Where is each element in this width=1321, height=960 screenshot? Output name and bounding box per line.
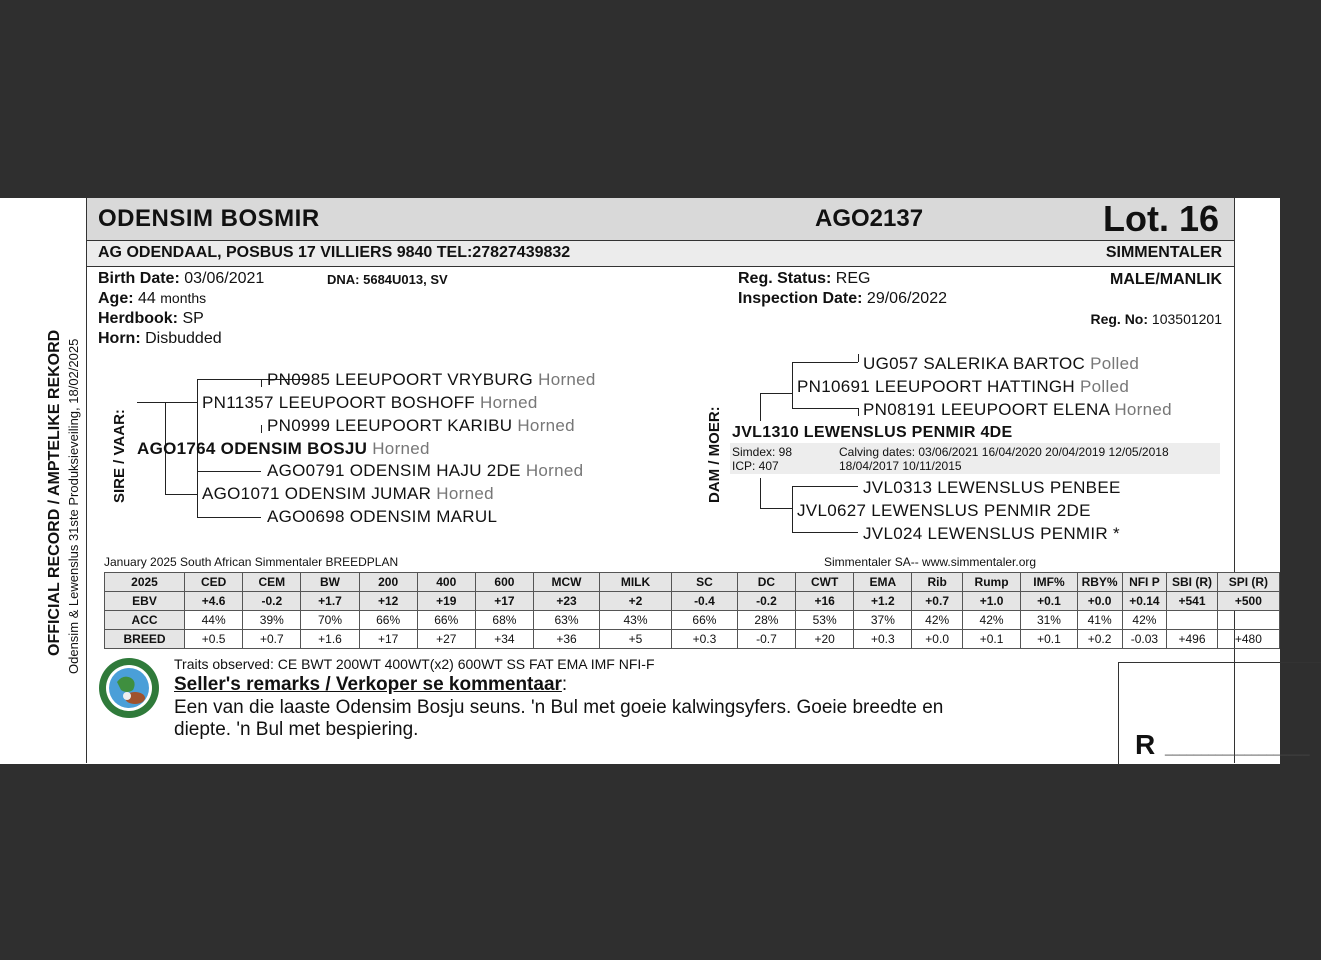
ebv-header-cell: BW xyxy=(301,573,359,592)
ebv-header-cell: CED xyxy=(185,573,243,592)
sire-sire-sire xyxy=(267,370,596,390)
remarks-line-2: diepte. 'n Bul met bespiering. xyxy=(174,719,419,740)
dna-value: DNA: 5684U013, SV xyxy=(327,272,448,287)
dam-sire-sire-name: UG057 SALERIKA BARTOC xyxy=(863,354,1086,373)
ebv-row-label: ACC xyxy=(105,611,185,630)
ebv-cell: +23 xyxy=(533,592,599,611)
ebv-cell: +12 xyxy=(359,592,417,611)
ebv-row xyxy=(105,592,1280,611)
ebv-cell: +1.0 xyxy=(962,592,1020,611)
ebv-cell: 53% xyxy=(796,611,854,630)
ebv-header-cell: IMF% xyxy=(1021,573,1077,592)
sire-sire xyxy=(202,393,538,413)
dam-dam-dam-name: JVL024 LEWENSLUS PENMIR * xyxy=(863,524,1120,543)
ebv-cell: 70% xyxy=(301,611,359,630)
sire-dam-sire-horn: Horned xyxy=(525,461,584,480)
ebv-cell: +34 xyxy=(475,630,533,649)
sire-label: SIRE / VAAR: xyxy=(111,409,128,503)
sire-sire-sire-horn: Horned xyxy=(538,370,596,389)
remarks-heading xyxy=(174,674,567,696)
ebv-cell: 42% xyxy=(912,611,962,630)
ebv-cell: +17 xyxy=(475,592,533,611)
title-bar xyxy=(87,198,1234,241)
dam-dam xyxy=(797,501,1091,521)
ebv-cell: +496 xyxy=(1167,630,1217,649)
remarks-line-1: Een van die laaste Odensim Bosju seuns. 'n Bul met goeie kalwingsyfers. Goeie breedte en xyxy=(174,697,944,718)
reg-status-value: REG xyxy=(835,270,871,287)
age-value: 44 xyxy=(138,290,156,307)
ebv-cell: +27 xyxy=(417,630,475,649)
inspection-row xyxy=(738,290,947,308)
dam-sire-name: PN10691 LEEUPOORT HATTINGH xyxy=(797,377,1075,396)
inspection-value: 29/06/2022 xyxy=(866,290,947,307)
ebv-cell: +0.0 xyxy=(1077,592,1122,611)
ebv-cell: +20 xyxy=(796,630,854,649)
ebv-cell: +1.2 xyxy=(854,592,912,611)
sire-sire-dam-name: PN0999 LEEUPOORT KARIBU xyxy=(267,416,513,435)
ebv-header-cell: SPI (R) xyxy=(1217,573,1279,592)
reg-no-row xyxy=(1090,311,1222,327)
dam-sire-sire-horn: Polled xyxy=(1090,354,1140,373)
sire-sire-dam-horn: Horned xyxy=(517,416,575,435)
dam-simdex: Simdex: 98 xyxy=(732,445,793,459)
traits-observed: Traits observed: CE BWT 200WT 400WT(x2) 600WT SS FAT EMA IMF NFI-F xyxy=(174,656,655,672)
age-label: Age: xyxy=(98,290,134,307)
animal-id: AGO2137 xyxy=(815,205,924,232)
ebv-cell: +0.1 xyxy=(1021,592,1077,611)
dam-dam-dam xyxy=(863,524,1120,544)
ebv-cell: +541 xyxy=(1167,592,1217,611)
sire-main xyxy=(137,439,430,459)
ebv-row-label: BREED xyxy=(105,630,185,649)
ebv-cell: -0.7 xyxy=(737,630,795,649)
herdbook-row xyxy=(98,310,204,328)
ebv-cell: -0.2 xyxy=(737,592,795,611)
animal-name: ODENSIM BOSMIR xyxy=(98,205,320,232)
dam-dam-sire-name: JVL0313 LEWENSLUS PENBEE xyxy=(863,478,1121,497)
sire-sire-dam xyxy=(267,416,575,436)
bid-box[interactable] xyxy=(1118,662,1321,765)
herdbook-value: SP xyxy=(182,310,204,327)
ebv-cell: 37% xyxy=(854,611,912,630)
birth-date-label: Birth Date: xyxy=(98,270,180,287)
ebv-cell: 44% xyxy=(185,611,243,630)
dam-sire-horn: Polled xyxy=(1080,377,1130,396)
ebv-header-cell: RBY% xyxy=(1077,573,1122,592)
ebv-cell: 28% xyxy=(737,611,795,630)
breeder-bar xyxy=(87,241,1234,267)
ebv-cell: 42% xyxy=(1122,611,1167,630)
ebv-cell: +5 xyxy=(600,630,672,649)
acc-row xyxy=(105,611,1280,630)
ebv-cell: 68% xyxy=(475,611,533,630)
ebv-header-cell: 600 xyxy=(475,573,533,592)
sire-dam-dam-name: AGO0698 ODENSIM MARUL xyxy=(267,507,498,526)
dam-sire-dam xyxy=(863,400,1172,420)
ebv-header-cell: Rib xyxy=(912,573,962,592)
dam-sire-dam-name: PN08191 LEEUPOORT ELENA xyxy=(863,400,1110,419)
birth-date-value: 03/06/2021 xyxy=(184,270,265,287)
ebv-cell: +1.6 xyxy=(301,630,359,649)
ebv-cell: -0.03 xyxy=(1122,630,1167,649)
ebv-cell: 63% xyxy=(533,611,599,630)
breedplan-caption: January 2025 South African Simmentaler BREEDPLAN xyxy=(104,555,399,569)
ebv-header-row xyxy=(105,573,1280,592)
ebv-cell: +0.3 xyxy=(854,630,912,649)
ebv-cell: +0.0 xyxy=(912,630,962,649)
age-row xyxy=(98,290,206,308)
sire-dam-dam xyxy=(267,507,497,527)
dam-main: JVL1310 LEWENSLUS PENMIR 4DE xyxy=(732,424,1013,441)
inspection-label: Inspection Date: xyxy=(738,290,863,307)
ebv-cell: 66% xyxy=(417,611,475,630)
simmentaler-logo-icon xyxy=(97,656,161,720)
sire-dam xyxy=(202,484,494,504)
reg-no-value: 103501201 xyxy=(1151,311,1222,327)
herdbook-label: Herdbook: xyxy=(98,310,178,327)
reg-status-label: Reg. Status: xyxy=(738,270,832,287)
ebv-cell: +16 xyxy=(796,592,854,611)
breed-name: SIMMENTALER xyxy=(1105,244,1222,261)
breeder-info: AG ODENDAAL, POSBUS 17 VILLIERS 9840 TEL:27827439832 xyxy=(98,244,571,261)
dam-sire xyxy=(797,377,1129,397)
age-unit: months xyxy=(160,290,207,306)
ebv-cell: +0.7 xyxy=(243,630,301,649)
dam-dam-sire xyxy=(863,478,1121,498)
dam-icp: ICP: 407 xyxy=(732,459,779,473)
sire-sire-horn: Horned xyxy=(480,393,538,412)
ebv-header-cell: NFI P xyxy=(1122,573,1167,592)
ebv-cell: +0.1 xyxy=(1021,630,1077,649)
ebv-cell: +0.3 xyxy=(671,630,737,649)
birth-date-row xyxy=(98,270,264,288)
horn-value: Disbudded xyxy=(145,330,222,347)
dam-sire-dam-horn: Horned xyxy=(1114,400,1172,419)
ebv-header-cell: MILK xyxy=(600,573,672,592)
ebv-cell: -0.4 xyxy=(671,592,737,611)
ebv-header-cell: 200 xyxy=(359,573,417,592)
ebv-header-cell: Rump xyxy=(962,573,1020,592)
ebv-cell: +17 xyxy=(359,630,417,649)
sire-sire-name: PN11357 LEEUPOORT BOSHOFF xyxy=(202,393,475,412)
remarks-title: Seller's remarks / Verkoper se kommentaar xyxy=(174,674,562,695)
sire-main-horn: Horned xyxy=(372,439,430,458)
ebv-cell: +0.7 xyxy=(912,592,962,611)
society-caption: Simmentaler SA-- www.simmentaler.org xyxy=(824,555,1037,569)
catalogue-page xyxy=(0,198,1310,764)
ebv-header-cell: DC xyxy=(737,573,795,592)
ebv-header-cell: 400 xyxy=(417,573,475,592)
sire-dam-sire xyxy=(267,461,583,481)
ebv-cell: +4.6 xyxy=(185,592,243,611)
ebv-cell: 39% xyxy=(243,611,301,630)
bid-line[interactable]: ____________________ xyxy=(1165,741,1310,756)
ebv-cell: +0.1 xyxy=(962,630,1020,649)
dam-label: DAM / MOER: xyxy=(706,406,723,503)
ebv-cell: 31% xyxy=(1021,611,1077,630)
ebv-cell: 66% xyxy=(671,611,737,630)
dam-performance-box xyxy=(730,443,1220,474)
ebv-header-cell: CEM xyxy=(243,573,301,592)
bid-currency: R xyxy=(1135,729,1156,760)
dam-calving-dates: Calving dates: 03/06/2021 16/04/2020 20/04/2019 12/05/2018 xyxy=(839,445,1169,459)
ebv-cell xyxy=(1167,611,1217,630)
reg-no-label: Reg. No: xyxy=(1090,311,1149,327)
ebv-cell: 66% xyxy=(359,611,417,630)
sale-name-label: Odensim & Lewenslus 31ste Produksieveiling, 18/02/2025 xyxy=(66,338,81,674)
ebv-cell: +0.5 xyxy=(185,630,243,649)
dam-dam-name: JVL0627 LEWENSLUS PENMIR 2DE xyxy=(797,501,1091,520)
ebv-cell: +19 xyxy=(417,592,475,611)
sire-sire-sire-name: PN0985 LEEUPOORT VRYBURG xyxy=(267,370,534,389)
dam-calving-dates-2: 18/04/2017 10/11/2015 xyxy=(839,459,962,473)
ebv-header-cell: EMA xyxy=(854,573,912,592)
ebv-header-cell: CWT xyxy=(796,573,854,592)
sex-value: MALE/MANLIK xyxy=(1110,271,1222,288)
sire-main-name: AGO1764 ODENSIM BOSJU xyxy=(137,439,368,458)
ebv-header-cell: SC xyxy=(671,573,737,592)
reg-status-row xyxy=(738,270,870,288)
dam-sire-sire xyxy=(863,354,1139,374)
ebv-header-cell: 2025 xyxy=(105,573,185,592)
ebv-cell xyxy=(1217,611,1279,630)
sire-dam-name: AGO1071 ODENSIM JUMAR xyxy=(202,484,432,503)
ebv-cell: 42% xyxy=(962,611,1020,630)
sire-dam-sire-name: AGO0791 ODENSIM HAJU 2DE xyxy=(267,461,521,480)
sire-dam-horn: Horned xyxy=(436,484,494,503)
ebv-cell: +0.2 xyxy=(1077,630,1122,649)
ebv-cell: +500 xyxy=(1217,592,1279,611)
ebv-cell: +1.7 xyxy=(301,592,359,611)
ebv-cell: +0.14 xyxy=(1122,592,1167,611)
ebv-header-cell: MCW xyxy=(533,573,599,592)
horn-row xyxy=(98,330,222,348)
ebv-row-label: EBV xyxy=(105,592,185,611)
remarks-colon: : xyxy=(561,674,568,695)
official-record-label: OFFICIAL RECORD / AMPTELIKE REKORD xyxy=(46,329,63,656)
ebv-cell: 43% xyxy=(600,611,672,630)
ebv-cell: +2 xyxy=(600,592,672,611)
ebv-table xyxy=(104,572,1280,649)
ebv-header-cell: SBI (R) xyxy=(1167,573,1217,592)
lot-number: Lot. 16 xyxy=(1103,198,1220,239)
ebv-cell: -0.2 xyxy=(243,592,301,611)
horn-label: Horn: xyxy=(98,330,141,347)
breed-row xyxy=(105,630,1280,649)
ebv-cell: +36 xyxy=(533,630,599,649)
ebv-cell: 41% xyxy=(1077,611,1122,630)
ebv-cell: +480 xyxy=(1217,630,1279,649)
